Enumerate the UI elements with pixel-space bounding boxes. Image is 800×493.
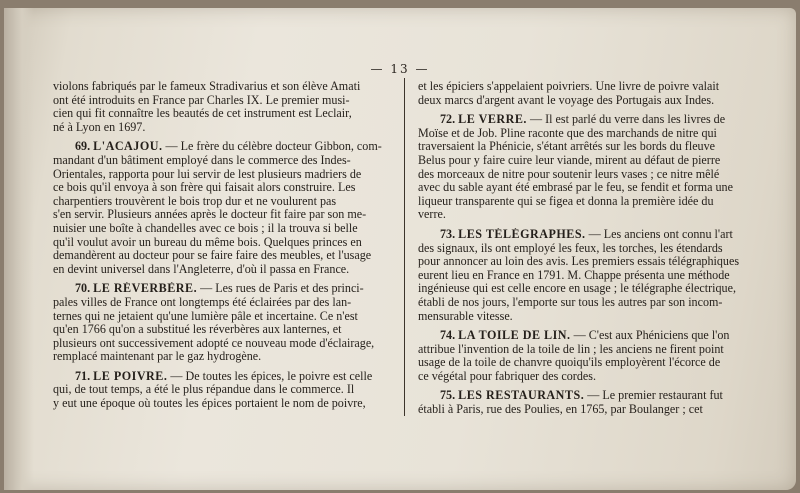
entry-first-line: — De toutes les épices, le poivre est celle <box>170 369 373 383</box>
text-line: remplacé maintenant par le gaz hydrogène. <box>53 350 262 364</box>
text-line: deux marcs d'argent avant le voyage des Portugais aux Indes. <box>418 93 715 107</box>
left-column <box>53 80 395 411</box>
entry-number: 70. <box>75 282 91 296</box>
text-line: pour annoncer au loin des avis. Les premiers essais télégraphiques <box>418 255 740 269</box>
entry-number: 69. <box>75 140 91 154</box>
page-number: — 13 — <box>370 62 430 76</box>
entry-title: LES RESTAURANTS. <box>458 389 585 403</box>
text-line: mensurable vitesse. <box>418 309 513 323</box>
entry-number: 71. <box>75 369 91 383</box>
right-column <box>418 80 748 417</box>
entry <box>53 140 395 276</box>
page-binding-edge <box>4 8 34 490</box>
text-line: cien qui fit connaître les beautés de cet instrument est Leclair, <box>53 107 352 121</box>
text-line: ingénieuse qui est celle encore en usage ; le télégraphe électrique, <box>418 282 736 296</box>
text-line: ont été introduits en France par Charles IX. Le premier musi- <box>53 93 350 107</box>
entry <box>53 370 395 411</box>
text-line: traversaient la Phénicie, s'étant arrêtés sur les bords du fleuve <box>418 140 716 154</box>
entry-number: 74. <box>440 329 456 343</box>
text-line: ce végétal pour fabriquer des cordes. <box>418 369 596 383</box>
entry-heading-line <box>53 370 395 384</box>
text-line: demandèrent au docteur pour se faire faire des meubles, et l'usage <box>53 249 372 263</box>
text-line: s'en servir. Plusieurs années après le docteur fit faire par son me- <box>53 208 367 222</box>
entry <box>418 329 748 383</box>
entry-heading-line <box>418 228 748 242</box>
text-line: établi de nos jours, l'emporte sur tous les autres par son incom- <box>418 295 723 309</box>
text-line: avec du sable ayant été embrasé par le feu, se fendit et forma une <box>418 181 733 195</box>
entry <box>418 113 748 222</box>
entry-first-line: — Il est parlé du verre dans les livres de <box>529 113 726 127</box>
text-line: eurent lieu en France en 1791. M. Chappe présenta une méthode <box>418 268 730 282</box>
text-line: y eut une époque où toutes les épices portaient le nom de poivre, <box>53 397 366 411</box>
text-line: charpentiers trouvèrent le bois trop dur et ne voulurent pas <box>53 194 337 208</box>
text-line: établi à Paris, rue des Poulies, en 1765, par Boulanger ; cet <box>418 403 703 417</box>
entry-first-line: — Le premier restaurant fut <box>587 389 723 403</box>
text-line: des signaux, ils ont employé les feux, les torches, les étendards <box>418 241 723 255</box>
entry-first-line: — Le frère du célèbre docteur Gibbon, com- <box>165 140 382 154</box>
entry-title: LE VERRE. <box>458 113 527 127</box>
text-line: mandant d'un bâtiment employé dans le commerce des Indes- <box>53 153 351 167</box>
entry-title: LE RÉVERBÈRE. <box>93 282 198 296</box>
text-line: en devint universel dans l'Angleterre, d'où il passa en France. <box>53 262 350 276</box>
entry-title: LES TÉLÉGRAPHES. <box>458 227 586 241</box>
entry-title: LA TOILE DE LIN. <box>458 329 571 343</box>
text-line: et les épiciers s'appelaient poivriers. Une livre de poivre valait <box>418 80 720 93</box>
entry-title: L'ACAJOU. <box>93 140 163 154</box>
text-line: attribue l'invention de la toile de lin ; les anciens ne firent point <box>418 342 724 356</box>
text-line: Belus pour y faire cuire leur viande, mirent au défaut de pierre <box>418 153 721 167</box>
entry-heading-line <box>418 329 748 343</box>
column-divider <box>404 78 405 416</box>
text-line: né à Lyon en 1697. <box>53 120 146 134</box>
entry <box>418 228 748 323</box>
entry-number: 75. <box>440 389 456 403</box>
entry-heading-line <box>418 389 748 403</box>
entry-first-line: — Les rues de Paris et des princi- <box>200 282 364 296</box>
entry-number: 73. <box>440 227 456 241</box>
entry <box>53 282 395 364</box>
text-line: nuisier une boîte à chandelles avec ce bois ; il la trouva si belle <box>53 221 358 235</box>
entry-number: 72. <box>440 113 456 127</box>
entry-heading-line <box>418 113 748 127</box>
text-line: liqueur transparente qui se figea et donna la première idée du <box>418 194 714 208</box>
entry <box>418 389 748 416</box>
entry-first-line: — C'est aux Phéniciens que l'on <box>573 329 730 343</box>
text-line: qu'il voulut avoir un bureau du même bois. Quelques princes en <box>53 235 362 249</box>
text-line: verre. <box>418 208 446 222</box>
entry-heading-line <box>53 140 395 154</box>
text-line: usage de la toile de chanvre quoiqu'ils employèrent l'écorce de <box>418 356 721 370</box>
entry-first-line: — Les anciens ont connu l'art <box>588 227 733 241</box>
text-line: qui, de tout temps, a été le plus répandue dans le commerce. Il <box>53 383 355 397</box>
text-line: Moïse et de Job. Pline raconte que des marchands de nitre qui <box>418 126 717 140</box>
text-line: des morceaux de nitre pour soutenir leurs vases ; ce nitre mêlé <box>418 167 720 181</box>
text-line: ce bois qu'il envoya à son frère qui faisait alors construire. Les <box>53 181 356 195</box>
text-line: plusieurs ont successivement adopté ce nouveau mode d'éclairage, <box>53 336 375 350</box>
text-line: pales villes de France ont longtemps été éclairées par des lan- <box>53 295 352 309</box>
text-line: Orientales, rapporta pour lui servir de lest plusieurs madriers de <box>53 167 362 181</box>
text-line: qu'en 1766 qu'on a substitué les réverbères aux lanternes, et <box>53 323 342 337</box>
text-line: ternes qui ne jetaient qu'une lumière pâle et incertaine. Ce n'est <box>53 309 358 323</box>
entry-heading-line <box>53 282 395 296</box>
text-line: violons fabriqués par le fameux Stradivarius et son élève Amati <box>53 80 361 93</box>
entry-title: LE POIVRE. <box>93 369 168 383</box>
